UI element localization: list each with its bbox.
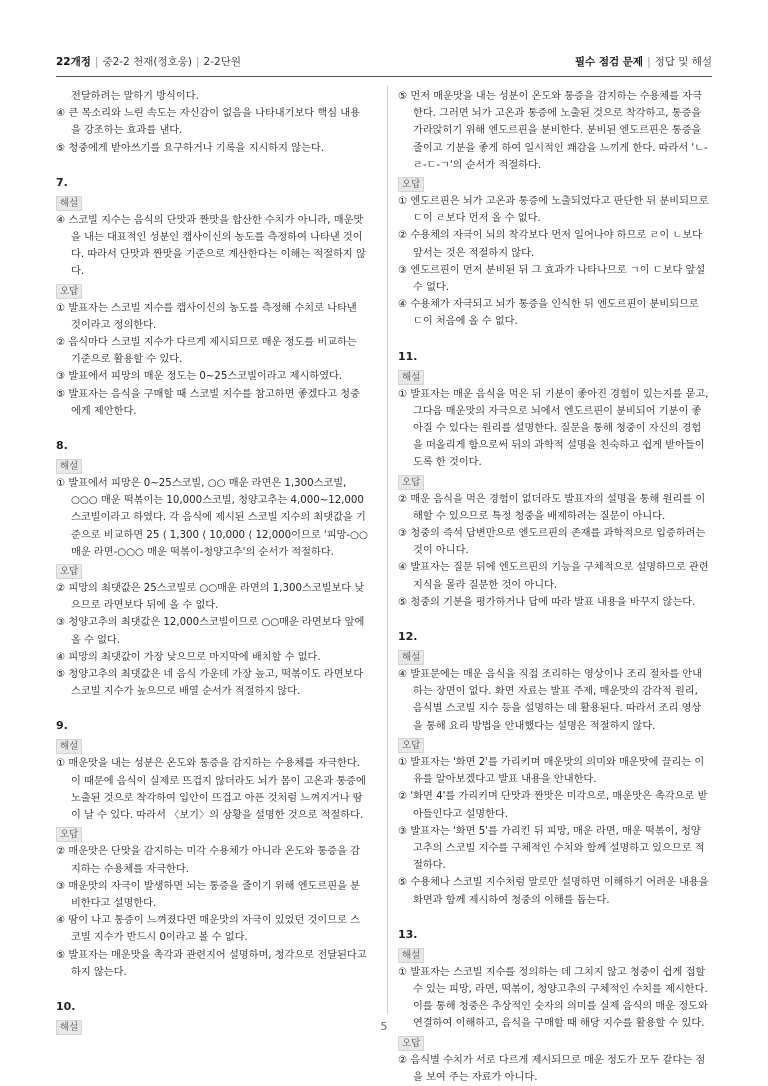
wrong-answer-item: ④ 수용체가 자극되고 뇌가 통증을 인식한 뒤 엔도르핀이 분비되므로 ㄷ이 처음에 올 수 없다. [398, 299, 699, 328]
header-textbook: 중2-2 천재(정호웅) [102, 55, 192, 68]
wrong-answer-tag: 오답 [398, 475, 424, 490]
header-edition: 22개정 [56, 55, 91, 68]
question-number: 13. [398, 927, 418, 941]
explanation-text: ① 매운맛을 내는 성분은 온도와 통증을 감지하는 수용체를 자극한다. 이 때문에 음식이 실제로 뜨겁지 않더라도 뇌가 몸이 고온과 통증에 노출된 것으로 착각하여 입안이 뜨겁고 아픈 것처럼 느껴지거나 땀이 날 수 있다. 따라서 〈보기〉의 상황을 설명한 것으로 적절하다. [56, 758, 366, 822]
header-unit: 2-2단원 [203, 55, 241, 68]
explanation-text: ① 발표에서 피망은 0~25스코빌, ○○ 매운 라면은 1,300스코빌, ○○○ 매운 떡볶이는 10,000스코빌, 청양고추는 4,000~12,000스코빌이라고 하였다. 각 음식에 제시된 스코빌 지수의 최댓값을 기준으로 비교하면 25 ⟨ 1,300 ⟨ 10,000 ⟨ 12,000이므로 '피망-○○ 매운 라면-○○○ 매운 떡볶이-청양고추'의 순서가 적절하다. [56, 478, 368, 558]
answer-line: ⑤ 청중에게 받아쓰기를 요구하거나 기록을 지시하지 않는다. [56, 142, 324, 154]
question-number: 11. [398, 349, 418, 363]
question-number: 7. [56, 175, 68, 189]
explanation-tag: 해설 [56, 1020, 82, 1035]
header-section-sub: 정답 및 해설 [654, 55, 712, 68]
wrong-answer-item: ⑤ 수용체나 스코빌 지수처럼 말로만 설명하면 이해하기 어려운 내용을 화면과 함께 제시하여 청중의 이해를 돕는다. [398, 877, 709, 906]
header-left: 22개정 | 중2-2 천재(정호웅) | 2-2단원 [56, 55, 241, 68]
answer-line: 전달하려는 말하기 방식이다. [71, 91, 199, 102]
explanation-tag: 해설 [398, 650, 424, 665]
column-divider [387, 86, 388, 1014]
right-column [398, 88, 710, 1086]
wrong-answer-item: ③ 청양고추의 최댓값은 12,000스코빌이므로 ○○매운 라면보다 앞에 올 수 없다. [56, 617, 365, 646]
wrong-answer-item: ② 피망의 최댓값은 25스코빌로 ○○매운 라면의 1,300스코빌보다 낮으므로 라면보다 뒤에 올 수 없다. [56, 583, 365, 612]
wrong-answer-tag: 오답 [56, 564, 82, 579]
wrong-answer-tag: 오답 [56, 284, 82, 299]
explanation-text: ④ 발표문에는 매운 음식을 직접 조리하는 영상이나 조리 절차를 안내하는 장면이 없다. 화면 자료는 발표 주제, 매운맛의 감각적 원리, 음식별 스코빌 지수 등을 설명하는 데 활용된다. 따라서 조리 영상을 통해 요리 방법을 안내했다는 설명은 적절하지 않다. [398, 669, 702, 732]
question-number: 8. [56, 439, 68, 453]
explanation-tag: 해설 [56, 459, 82, 474]
header-divider [56, 76, 712, 77]
answer-line: ④ 큰 목소리와 느린 속도는 자신감이 없음을 나타내기보다 핵심 내용을 강조하는 효과를 낸다. [56, 108, 360, 137]
wrong-answer-item: ① 발표자는 '화면 2'를 가리키며 매운맛의 의미와 매운맛에 끌리는 이유를 알아보겠다고 발표 내용을 안내한다. [398, 756, 705, 786]
header-right: 필수 점검 문제 | 정답 및 해설 [574, 55, 712, 68]
wrong-answer-item: ③ 발표자는 '화면 5'를 가리킨 뒤 피망, 매운 라면, 매운 떡볶이, 청양고추의 스코빌 지수를 구체적인 수치와 함께 설명하고 있으므로 적절하다. [398, 825, 705, 872]
wrong-answer-item: ④ 피망의 최댓값이 가장 낮으므로 마지막에 배치할 수 없다. [56, 651, 321, 663]
wrong-answer-item: ⑤ 발표자는 매운맛을 촉각과 관련지어 설명하며, 청각으로 전달된다고 하지 않는다. [56, 949, 367, 978]
question-number: 10. [56, 999, 76, 1013]
wrong-answer-tag: 오답 [398, 177, 424, 192]
wrong-answer-tag: 오답 [398, 1036, 424, 1051]
explanation-tag: 해설 [398, 370, 424, 385]
explanation-tag: 해설 [56, 196, 82, 211]
question-number: 9. [56, 719, 68, 733]
wrong-answer-item: ③ 매운맛의 자극이 발생하면 뇌는 통증을 줄이기 위해 엔도르핀을 분비한다고 설명한다. [56, 880, 360, 909]
explanation-text: ① 발표자는 매운 음식을 먹은 뒤 기분이 좋아진 경험이 있는지를 묻고, 그다음 매운맛의 자극으로 뇌에서 엔도르핀이 분비되어 기분이 좋아질 수 있다는 원리를 설명한다. 질문을 통해 청중이 자신의 경험을 떠올리게 함으로써 뒤의 과학적 설명을 친숙하고 쉽게 받아들이도록 한 것이다. [398, 388, 709, 469]
explanation-text: ⑤ 먼저 매운맛을 내는 성분이 온도와 통증을 감지하는 수용체를 자극한다. 그러면 뇌가 고온과 통증에 노출된 것으로 착각하고, 통증을 가라앉히기 위해 엔도르핀을 분비한다. 분비된 엔도르핀은 통증을 줄이고 기분을 좋게 하여 일시적인 쾌감을 느끼게 한다. 따라서 'ㄴ-ㄹ-ㄷ-ㄱ'의 순서가 적절하다. [398, 91, 708, 171]
explanation-tag: 해설 [56, 739, 82, 754]
explanation-text: ④ 스코빌 지수는 음식의 단맛과 짠맛을 합산한 수치가 아니라, 매운맛을 내는 대표적인 성분인 캡사이신의 농도를 측정하여 나타낸 것이다. 따라서 단맛과 짠맛을 기준으로 계산한다는 이해는 적절하지 않다. [56, 214, 366, 278]
wrong-answer-item: ① 엔도르핀은 뇌가 고온과 통증에 노출되었다고 판단한 뒤 분비되므로 ㄷ이 ㄹ보다 먼저 올 수 없다. [398, 196, 709, 225]
page-header [56, 50, 712, 72]
wrong-answer-item: ② 음식마다 스코빌 지수가 다르게 제시되므로 매운 정도를 비교하는 기준으로 활용할 수 있다. [56, 337, 357, 366]
wrong-answer-item: ③ 엔도르핀이 먼저 분비된 뒤 그 효과가 나타나므로 ㄱ이 ㄷ보다 앞설 수 없다. [398, 264, 706, 294]
wrong-answer-item: ① 발표자는 스코빌 지수를 캡사이신의 농도를 측정해 수치로 나타낸 것이라고 정의한다. [56, 302, 357, 331]
wrong-answer-item: ④ 땀이 나고 통증이 느껴졌다면 매운맛의 자극이 있었던 것이므로 스코빌 지수가 반드시 0이라고 볼 수 없다. [56, 915, 360, 944]
header-section-title: 필수 점검 문제 [574, 55, 644, 68]
wrong-answer-item: ⑤ 발표자는 음식을 구매할 때 스코빌 지수를 참고하면 좋겠다고 청중에게 제안한다. [56, 388, 360, 417]
wrong-answer-tag: 오답 [398, 738, 424, 753]
explanation-text: ① 발표자는 스코빌 지수를 정의하는 데 그치지 않고 청중이 쉽게 접할 수 있는 피망, 라면, 떡볶이, 청양고추의 구체적인 수치를 제시한다. 이를 통해 청중은 추상적인 숫자의 의미를 실제 음식의 매운 정도와 연결하여 이해하고, 음식을 구매할 때 해당 지수를 활용할 수 있다. [398, 966, 708, 1030]
wrong-answer-item: ④ 발표자는 질문 뒤에 엔도르핀의 기능을 구체적으로 설명하므로 관련 지식을 몰라 질문한 것이 아니다. [398, 562, 709, 591]
page-number: 5 [380, 1020, 388, 1033]
wrong-answer-item: ⑤ 청중의 기분을 평가하거나 답에 따라 발표 내용을 바꾸지 않는다. [398, 596, 696, 608]
wrong-answer-item: ③ 발표에서 피망의 매운 정도는 0~25스코빌이라고 제시하였다. [56, 371, 343, 383]
wrong-answer-tag: 오답 [56, 827, 82, 842]
wrong-answer-item: ② 음식별 수치가 서로 다르게 제시되므로 매운 정도가 모두 같다는 점을 보여 주는 자료가 아니다. [398, 1054, 706, 1083]
wrong-answer-item: ③ 청중의 즉석 답변만으로 엔도르핀의 존재를 과학적으로 입증하려는 것이 아니다. [398, 528, 706, 557]
wrong-answer-item: ⑤ 청양고추의 최댓값은 네 음식 가운데 가장 높고, 떡볶이도 라면보다 스코빌 지수가 높으므로 배열 순서가 적절하지 않다. [56, 669, 364, 698]
question-number: 12. [398, 630, 418, 644]
wrong-answer-item: ② 매운 음식을 먹은 경험이 없더라도 발표자의 설명을 통해 원리를 이해할 수 있으므로 특정 청중을 배제하려는 질문이 아니다. [398, 493, 706, 522]
wrong-answer-item: ② 수용체의 자극이 뇌의 착각보다 먼저 일어나야 하므로 ㄹ이 ㄴ보다 앞서는 것은 적절하지 않다. [398, 230, 702, 259]
wrong-answer-item: ② '화면 4'를 가리키며 단맛과 짠맛은 미각으로, 매운맛은 촉각으로 받아들인다고 설명한다. [398, 791, 708, 820]
left-column [56, 88, 368, 1036]
explanation-tag: 해설 [398, 948, 424, 963]
wrong-answer-item: ② 매운맛은 단맛을 감지하는 미각 수용체가 아니라 온도와 통증을 감지하는 수용체를 자극한다. [56, 846, 360, 875]
